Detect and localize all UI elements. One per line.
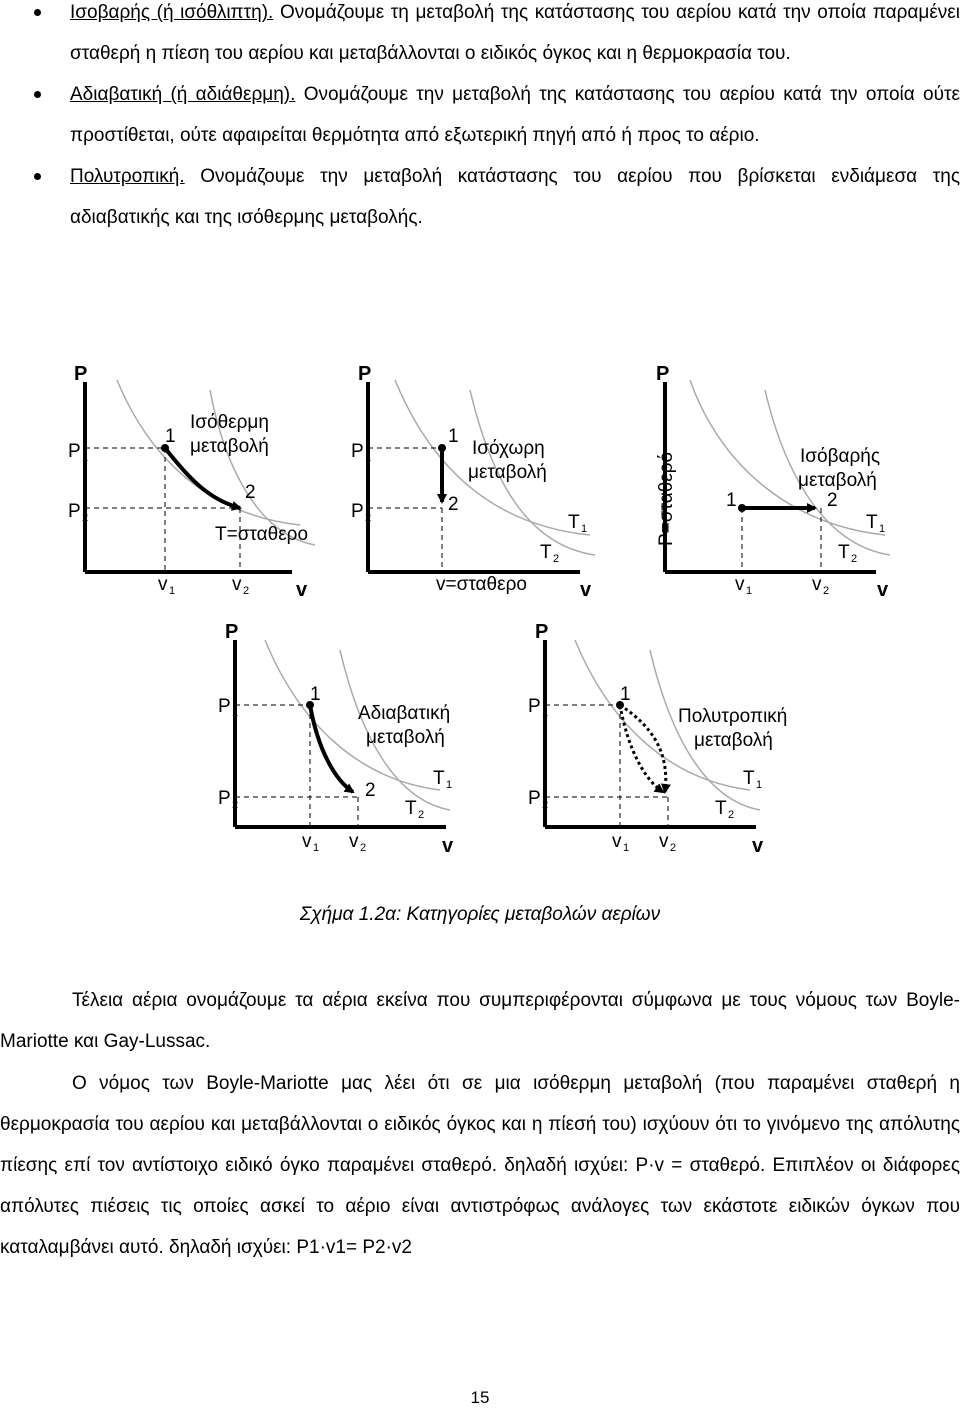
adiabatic-title-2: μεταβολή	[366, 727, 445, 748]
p2-sub: 2	[365, 512, 372, 524]
p2-label: P	[218, 788, 231, 809]
diagram-adiabatic	[218, 621, 454, 857]
axis-p-label: P	[535, 621, 549, 643]
t1-label: T	[866, 512, 878, 533]
p1-sub: 1	[82, 452, 89, 464]
t2-label: T	[540, 542, 552, 563]
v1-sub: 1	[313, 842, 320, 854]
point-2-label: 2	[365, 780, 376, 801]
polytropic-title-2: μεταβολή	[694, 730, 773, 751]
p2-label: P	[351, 501, 364, 522]
v2-label: v	[659, 831, 669, 852]
t2-sub: 2	[553, 553, 560, 565]
v1-label: v	[735, 574, 745, 595]
p1-label: P	[218, 696, 231, 717]
t2-sub: 2	[851, 553, 858, 565]
p2-sub: 2	[232, 799, 239, 811]
v2-sub: 2	[670, 842, 677, 854]
v1-label: v	[612, 831, 622, 852]
t1-label: T	[568, 512, 580, 533]
isobaric-note: P=σταθερό	[656, 451, 677, 546]
bullet-dot	[34, 173, 41, 180]
point-1-label: 1	[448, 426, 459, 447]
t2-label: T	[838, 542, 850, 563]
point-2-label: 2	[448, 494, 459, 515]
v1-sub: 1	[746, 585, 753, 597]
p1-label: P	[68, 441, 81, 462]
v2-sub: 2	[823, 585, 830, 597]
t2-label: T	[405, 798, 417, 819]
t1-sub: 1	[879, 523, 886, 535]
figure-caption: Σχήμα 1.2α: Κατηγορίες μεταβολών αερίων	[299, 904, 661, 925]
t1-sub: 1	[756, 779, 763, 791]
bullet-dot	[34, 91, 41, 98]
p1-label: P	[528, 696, 541, 717]
paragraph-boyle-mariotte: Ο νόμος των Boyle-Mariotte μας λέει ότι σε μια ισόθερμη μεταβολή (που παραμένει σταθερή η θερμοκρασία του αερίου και μεταβάλλονται ο ειδικός όγκος και η πίεσή του) ισχύουν ότι το γινόμενο της απόλυτης πίεσης επί τον αντίστοιχο ειδικό όγκο παραμένει σταθερό. δηλαδή ισχύει: P·v = σταθερό. Επιπλέον οι διάφορες απόλυτες πιέσεις τις οποίες ασκεί το αέριο είναι αντιστρόφως ανάλογες των εκάστοτε ειδικών όγκων που καταλαμβάνει αυτό. δηλαδή ισχύει: P1·v1= P2·v2	[0, 1073, 960, 1258]
axis-v-label: v	[580, 579, 592, 601]
bullet-list	[0, 0, 960, 238]
axis-p-label: P	[656, 363, 670, 385]
v2-sub: 2	[243, 585, 250, 597]
t2-sub: 2	[418, 809, 425, 821]
point-2-label: 2	[827, 490, 838, 511]
v1-sub: 1	[169, 585, 176, 597]
diagram-isochoric	[351, 363, 595, 601]
bullet-isobaric	[0, 0, 960, 74]
isobaric-title-1: Ισόβαρής	[800, 446, 881, 467]
isothermal-title-2: μεταβολή	[190, 436, 269, 457]
isothermal-title-1: Ισόθερμη	[190, 412, 269, 433]
bullet-text: Ονομάζουμε την μεταβολή κατάστασης του αερίου που βρίσκεται ενδιάμεσα της αδιαβατικής και της ισόθερμης μεταβολής.	[70, 166, 960, 228]
adiabatic-title-1: Αδιαβατική	[358, 703, 451, 724]
diagram-polytropic	[528, 621, 787, 857]
axis-v-label: v	[296, 579, 308, 601]
diagram-isobaric	[656, 363, 890, 601]
p1-sub: 1	[542, 707, 549, 719]
bullet-polytropic	[0, 156, 960, 238]
paragraph-ideal-gases: Τέλεια αέρια ονομάζουμε τα αέρια εκείνα που συμπεριφέρονται σύμφωνα με τους νόμους των Boyle-Mariotte και Gay-Lussac.	[0, 990, 960, 1052]
t1-sub: 1	[581, 523, 588, 535]
pv-diagrams-figure	[0, 350, 960, 870]
p2-sub: 2	[542, 799, 549, 811]
axis-p-label: P	[225, 621, 239, 643]
t1-label: T	[743, 768, 755, 789]
isothermal-note: T=σταθερο	[215, 524, 309, 545]
isochoric-note: v=σταθερο	[436, 574, 527, 595]
isochoric-title-1: Ισόχωρη	[472, 438, 545, 459]
isochoric-title-2: μεταβολή	[468, 462, 547, 483]
v1-sub: 1	[623, 842, 630, 854]
diagram-isothermal	[68, 363, 315, 601]
isobaric-title-2: μεταβολή	[798, 470, 877, 491]
bullet-term: Αδιαβατική (ή αδιάθερμη).	[70, 84, 296, 105]
page-number: 15	[470, 1388, 490, 1407]
p1-label: P	[351, 441, 364, 462]
t1-label: T	[433, 768, 445, 789]
axis-v-label: v	[877, 579, 889, 601]
bullet-term: Ισοβαρής (ή ισόθλιπτη).	[70, 2, 274, 23]
point-1-label: 1	[726, 490, 737, 511]
p1-sub: 1	[365, 452, 372, 464]
bullet-dot	[34, 9, 41, 16]
v1-label: v	[158, 574, 168, 595]
bullet-adiabatic	[0, 74, 960, 156]
v2-sub: 2	[360, 842, 367, 854]
p2-label: P	[528, 788, 541, 809]
axis-v-label: v	[752, 835, 764, 857]
polytropic-title-1: Πολυτροπική	[678, 706, 788, 727]
point-1-label: 1	[165, 426, 176, 447]
v1-label: v	[302, 831, 312, 852]
axis-v-label: v	[442, 835, 454, 857]
t2-label: T	[715, 798, 727, 819]
p1-sub: 1	[232, 707, 239, 719]
v2-label: v	[349, 831, 359, 852]
point-1-label: 1	[310, 684, 321, 705]
v2-label: v	[812, 574, 822, 595]
axis-p-label: P	[74, 363, 88, 385]
p2-sub: 2	[82, 512, 89, 524]
bullet-text: Ονομάζουμε τη μεταβολή της κατάστασης του αερίου κατά την οποία παραμένει σταθερή η πίεση του αερίου και μεταβάλλονται ο ειδικός όγκος και η θερμοκρασία του.	[70, 2, 960, 64]
bullet-text: Ονομάζουμε την μεταβολή της κατάστασης του αερίου κατά την οποία ούτε προστίθεται, ούτε αφαιρείται θερμότητα από εξωτερική πηγή από ή προς το αέριο.	[70, 84, 960, 146]
point-2-label: 2	[245, 482, 256, 503]
v2-label: v	[232, 574, 242, 595]
point-1-label: 1	[620, 684, 631, 705]
axis-p-label: P	[358, 363, 372, 385]
t1-sub: 1	[446, 779, 453, 791]
bullet-term: Πολυτροπική.	[70, 166, 185, 187]
t2-sub: 2	[728, 809, 735, 821]
p2-label: P	[68, 501, 81, 522]
